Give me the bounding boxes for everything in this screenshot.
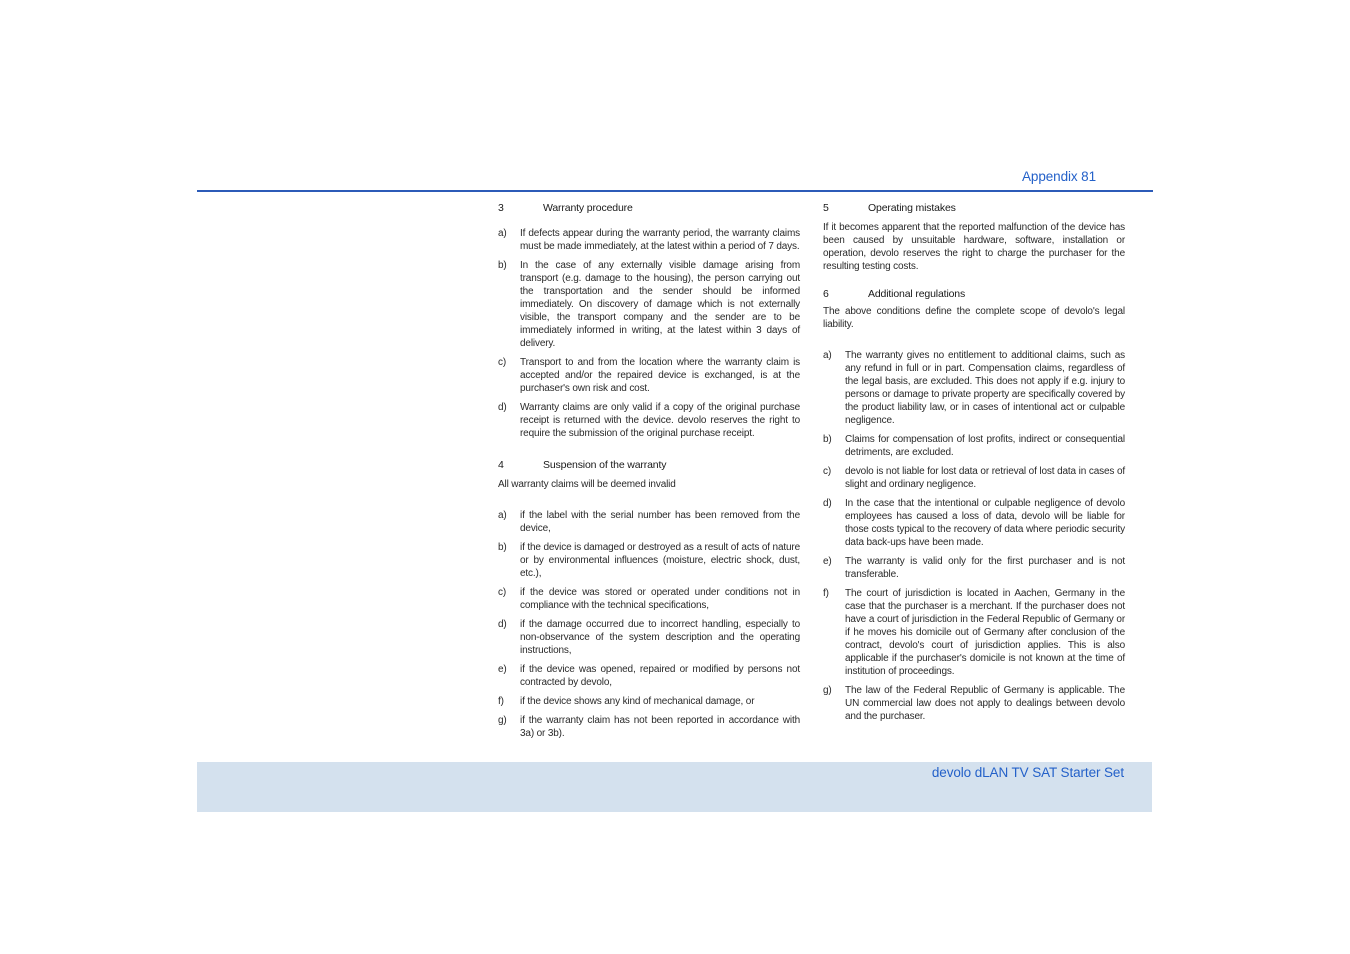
- section-heading-suspension: [498, 458, 800, 472]
- item-text: The law of the Federal Republic of Germany is applicable. The UN commercial law does not apply to dealings between devolo and the purchaser.: [845, 685, 1125, 722]
- item-letter: a): [498, 510, 507, 521]
- section-heading-additional-regulations: [823, 287, 1125, 301]
- left-column: [498, 201, 800, 746]
- suspension-list: [498, 509, 800, 740]
- list-item: [498, 259, 800, 350]
- item-text: The warranty gives no entitlement to additional claims, such as any refund in full or in part. Compensation claims, regardless of the legal basis, are excluded. This does not apply if e.g. injury to persons or damage to private property are specifically covered by the product liability law, or in cases of intentional act or culpable negligence.: [845, 350, 1125, 426]
- item-text: The court of jurisdiction is located in Aachen, Germany in the case that the purchaser is a merchant. If the purchaser does not have a court of jurisdiction in the Federal Republic of Germany or if he moves his domicile out of Germany after conclusion of the contract, devolo's court of jurisdiction applies. This is also applicable if the purchaser's domicile is not known at the time of institution of proceedings.: [845, 588, 1125, 677]
- list-item: [823, 465, 1125, 491]
- section-title: Operating mistakes: [868, 202, 956, 214]
- footer-product-name: devolo dLAN TV SAT Starter Set: [931, 765, 1124, 780]
- additional-regulations-list: [823, 349, 1125, 723]
- item-letter: f): [823, 588, 829, 599]
- item-letter: e): [498, 664, 507, 675]
- item-text: Claims for compensation of lost profits, indirect or consequential detriments, are excluded.: [845, 434, 1125, 458]
- section-intro: The above conditions define the complete scope of devolo's legal liability.: [823, 306, 1125, 330]
- item-text: In the case of any externally visible damage arising from transport (e.g. damage to the housing), the person carrying out the transportation and the sender should be informed immediately. On discovery of damage which is not externally visible, the transport company and the sender are to be immediately informed in writing, at the latest within 3 days of delivery.: [520, 260, 800, 349]
- list-item: [823, 497, 1125, 549]
- section-intro: All warranty claims will be deemed invalid: [498, 479, 676, 490]
- section-heading-warranty-procedure: [498, 201, 800, 215]
- item-text: if the label with the serial number has been removed from the device,: [520, 510, 800, 534]
- item-text: if the device was opened, repaired or modified by persons not contracted by devolo,: [520, 664, 800, 688]
- section-title: Warranty procedure: [543, 202, 633, 214]
- item-text: In the case that the intentional or culpable negligence of devolo employees has caused a loss of data, devolo will be liable for those costs typical to the recovery of data where periodic security data back-ups have been made.: [845, 498, 1125, 548]
- list-item: [498, 541, 800, 580]
- item-text: Transport to and from the location where the warranty claim is accepted and/or the repaired device is exchanged, is at the purchaser's own risk and cost.: [520, 357, 800, 394]
- warranty-procedure-list: [498, 227, 800, 440]
- item-letter: b): [498, 542, 507, 553]
- section-intro: If it becomes apparent that the reported malfunction of the device has been caused by unsuitable hardware, software, installation or operation, devolo reserves the right to charge the purchaser for the resulting testing costs.: [823, 222, 1125, 272]
- section-title: Suspension of the warranty: [543, 459, 667, 471]
- item-letter: b): [498, 260, 507, 271]
- item-letter: d): [498, 619, 507, 630]
- item-text: if the device is damaged or destroyed as a result of acts of nature or by environmental influences (moisture, electric shock, dust, etc.),: [520, 542, 800, 579]
- section-number: 5: [823, 202, 829, 214]
- page-header-title: Appendix 81: [1022, 169, 1096, 184]
- list-item: [498, 714, 800, 740]
- item-text: devolo is not liable for lost data or retrieval of lost data in cases of slight and ordinary negligence.: [845, 466, 1125, 490]
- list-item: [498, 227, 800, 253]
- item-letter: g): [823, 685, 832, 696]
- item-letter: g): [498, 715, 507, 726]
- item-text: If defects appear during the warranty period, the warranty claims must be made immediately, at the latest within a period of 7 days.: [520, 228, 800, 252]
- item-letter: f): [498, 696, 504, 707]
- item-letter: c): [823, 466, 832, 477]
- list-item: [498, 509, 800, 535]
- section-title: Additional regulations: [868, 288, 966, 300]
- list-item: [823, 349, 1125, 427]
- list-item: [498, 586, 800, 612]
- section-heading-operating-mistakes: [823, 201, 1125, 215]
- section-number: 6: [823, 288, 829, 300]
- item-letter: c): [498, 357, 507, 368]
- item-letter: c): [498, 587, 507, 598]
- section-number: 4: [498, 459, 504, 471]
- item-letter: e): [823, 556, 832, 567]
- list-item: [498, 695, 800, 708]
- section-number: 3: [498, 202, 504, 214]
- item-text: if the damage occurred due to incorrect handling, especially to non-observance of the system description and the operating instructions,: [520, 619, 800, 656]
- list-item: [498, 356, 800, 395]
- list-item: [823, 555, 1125, 581]
- list-item: [498, 663, 800, 689]
- item-text: if the warranty claim has not been reported in accordance with 3a) or 3b).: [520, 715, 800, 739]
- item-text: if the device was stored or operated under conditions not in compliance with the technical specifications,: [520, 587, 800, 611]
- list-item: [823, 433, 1125, 459]
- list-item: [498, 401, 800, 440]
- item-letter: b): [823, 434, 832, 445]
- list-item: [823, 587, 1125, 678]
- list-item: [498, 618, 800, 657]
- item-letter: a): [823, 350, 832, 361]
- item-letter: d): [498, 402, 507, 413]
- right-column: [823, 201, 1125, 729]
- header-divider: [197, 190, 1153, 192]
- item-text: The warranty is valid only for the first purchaser and is not transferable.: [845, 556, 1125, 580]
- item-text: if the device shows any kind of mechanical damage, or: [520, 696, 755, 707]
- item-text: Warranty claims are only valid if a copy of the original purchase receipt is returned with the device. devolo reserves the right to require the submission of the original purchase receipt.: [520, 402, 800, 439]
- item-letter: d): [823, 498, 832, 509]
- list-item: [823, 684, 1125, 723]
- item-letter: a): [498, 228, 507, 239]
